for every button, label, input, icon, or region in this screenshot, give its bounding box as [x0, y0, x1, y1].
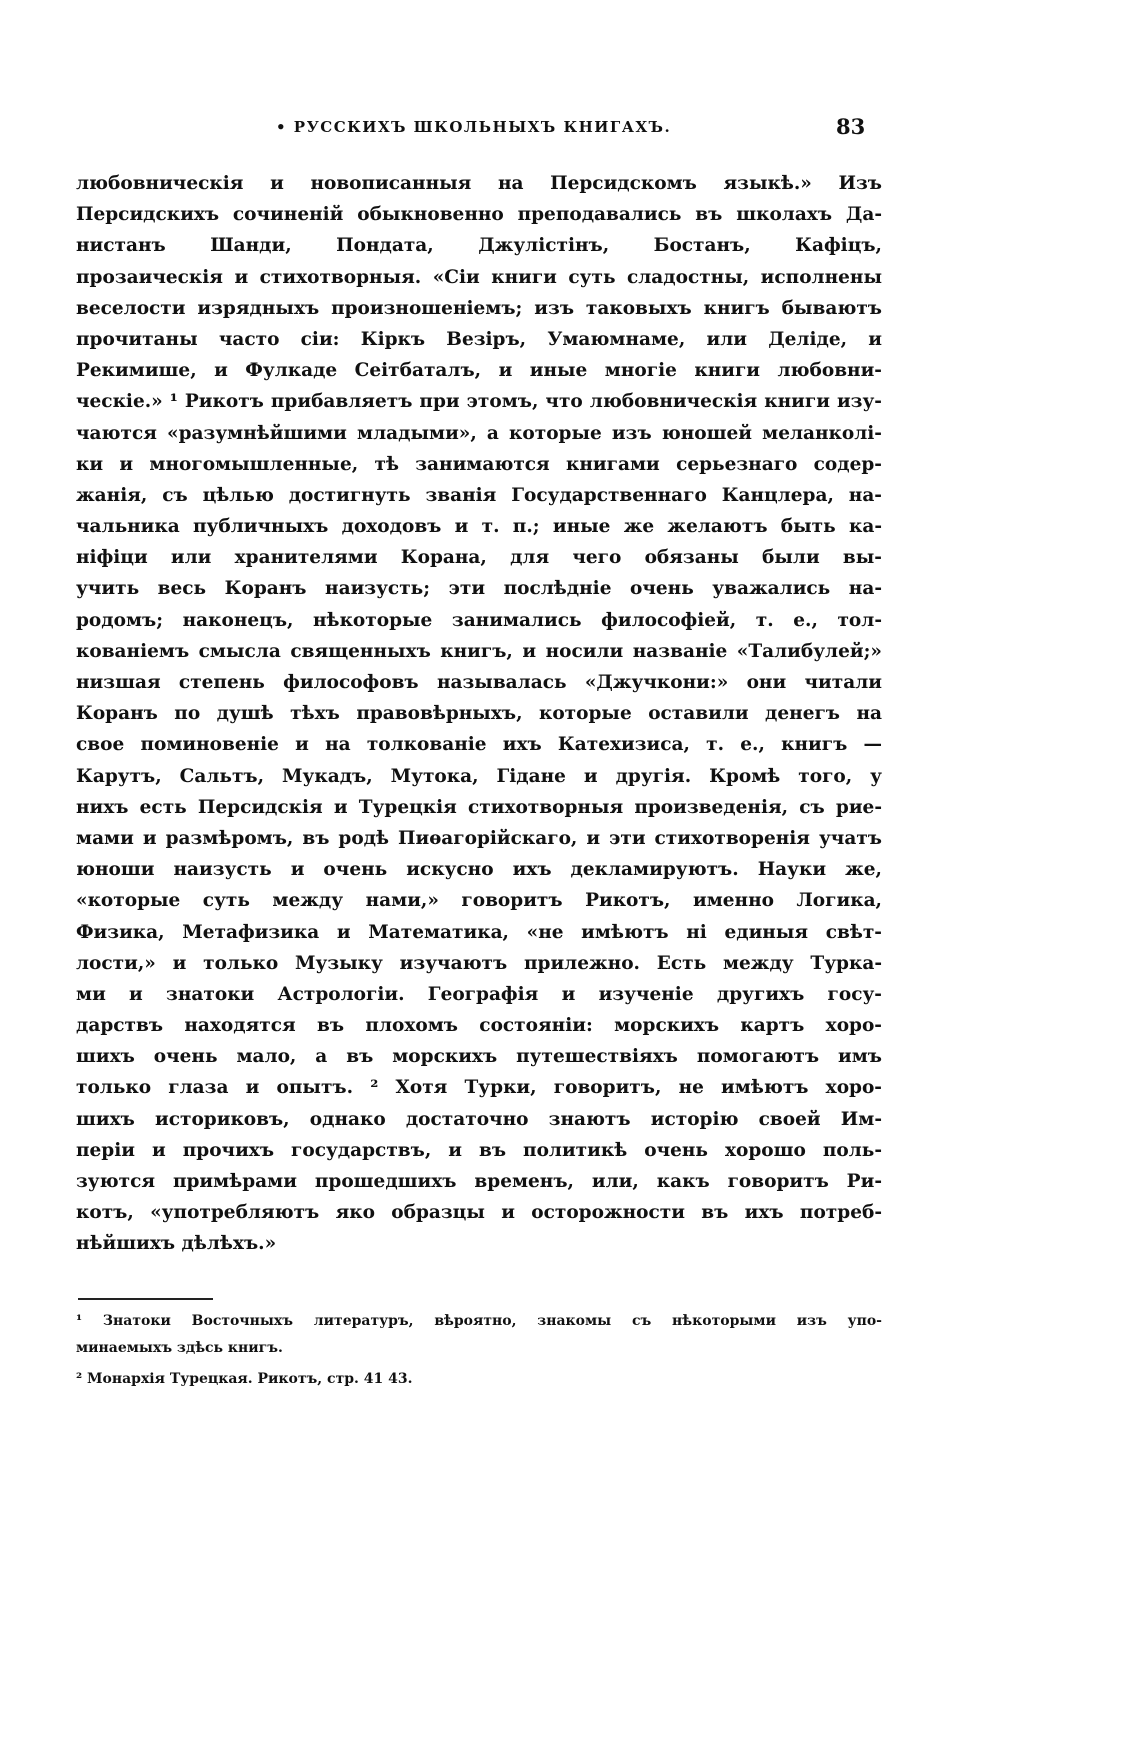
text-line: ческіе.» ¹ Рикотъ прибавляетъ при этомъ, что любовническія книги изу- [76, 391, 882, 413]
text-line: Рекимише, и Фулкаде Сеітбаталъ, и иные многіе книги любовни- [76, 360, 882, 382]
footnote-1-continuation: минаемыхъ здѣсь книгъ. [76, 1340, 283, 1356]
text-line: ніфіци или хранителями Корана, для чего обязаны были вы- [76, 547, 882, 569]
text-line: кованіемъ смысла священныхъ книгъ, и носили названіе «Талибулей;» [76, 640, 882, 662]
text-line: родомъ; наконецъ, нѣкоторые занимались философіей, т. е., тол- [76, 609, 882, 631]
text-line: свое поминовеніе и на толкованіе ихъ Катехизиса, т. е., книгъ — [76, 734, 882, 756]
text-line: веселости изрядныхъ произношеніемъ; изъ таковыхъ книгъ бываютъ [76, 297, 882, 319]
text-line: только глаза и опытъ. ² Хотя Турки, говоритъ, не имѣютъ хоро- [76, 1077, 882, 1099]
text-line: юноши наизусть и очень искусно ихъ декламируютъ. Науки же, [76, 859, 882, 881]
text-line: любовническія и новописанныя на Персидскомъ языкѣ.» Изъ [76, 173, 882, 194]
text-line: шихъ историковъ, однако достаточно знаютъ исторію своей Им- [76, 1108, 882, 1130]
text-line: зуются примѣрами прошедшихъ временъ, или, какъ говоритъ Ри- [76, 1171, 882, 1192]
text-line: учить весь Коранъ наизусть; эти послѣдніе очень уважались на- [76, 578, 882, 600]
running-head: • РУССКИХЪ ШКОЛЬНЫХЪ КНИГАХЪ. [276, 118, 672, 136]
body-text [76, 168, 882, 1260]
text-line: прочитаны часто сіи: Кіркъ Везіръ, Умаюмнаме, или Деліде, и [76, 328, 882, 350]
text-line: періи и прочихъ государствъ, и въ политикѣ очень хорошо поль- [76, 1139, 882, 1161]
text-line: чальника публичныхъ доходовъ и т. п.; иные же желаютъ быть ка- [76, 516, 882, 538]
text-line: Карутъ, Сальтъ, Мукадъ, Мутока, Гідане и другія. Кромѣ того, у [76, 765, 882, 787]
text-line: нистанъ Шанди, Пондата, Джулістінъ, Бостанъ, Кафіцъ, [76, 235, 882, 257]
text-line: лости,» и только Музыку изучаютъ прилежно. Есть между Турка- [76, 952, 882, 974]
text-line: дарствъ находятся въ плохомъ состояніи: морскихъ картъ хоро- [76, 1015, 882, 1037]
text-line: низшая степень философовъ называлась «Джучкони:» они читали [76, 672, 882, 693]
text-line: чаются «разумнѣйшими младыми», а которые изъ юношей меланколі- [76, 422, 882, 444]
text-line: ми и знатоки Астрологіи. Географія и изученіе другихъ госу- [76, 983, 882, 1005]
text-line: жанія, съ цѣлью достигнуть званія Государственнаго Канцлера, на- [76, 484, 882, 506]
text-line: Персидскихъ сочиненій обыкновенно преподавались въ школахъ Да- [76, 204, 882, 226]
page-number: 83 [836, 114, 866, 139]
text-line: Коранъ по душѣ тѣхъ правовѣрныхъ, которые оставили денегъ на [76, 703, 882, 725]
text-line: ки и многомышленные, тѣ занимаются книгами серьезнаго содер- [76, 453, 882, 475]
text-line: Физика, Метафизика и Математика, «не имѣютъ ні единыя свѣт- [76, 921, 882, 943]
footnote-1: ¹ Знатоки Восточныхъ литературъ, вѣроятно, знакомы съ нѣкоторыми изъ упо- [76, 1313, 882, 1329]
text-line: шихъ очень мало, а въ морскихъ путешествіяхъ помогаютъ имъ [76, 1046, 882, 1068]
text-line: мами и размѣромъ, въ родѣ Пиѳагорійскаго, и эти стихотворенія учатъ [76, 827, 882, 849]
text-line: нѣйшихъ дѣлѣхъ.» [76, 1233, 277, 1255]
text-line: котъ, «употребляютъ яко образцы и осторожности въ ихъ потреб- [76, 1202, 882, 1224]
text-line: «которые суть между нами,» говоритъ Рикотъ, именно Логика, [76, 890, 882, 912]
text-line: нихъ есть Персидскія и Турецкія стихотворныя произведенія, съ рие- [76, 796, 882, 818]
footnote-rule [78, 1298, 213, 1300]
text-line: прозаическія и стихотворныя. «Сіи книги суть сладостны, исполнены [76, 266, 882, 288]
footnote-2: ² Монархія Турецкая. Рикотъ, стр. 41 43. [76, 1371, 413, 1387]
footnotes [76, 1308, 882, 1393]
